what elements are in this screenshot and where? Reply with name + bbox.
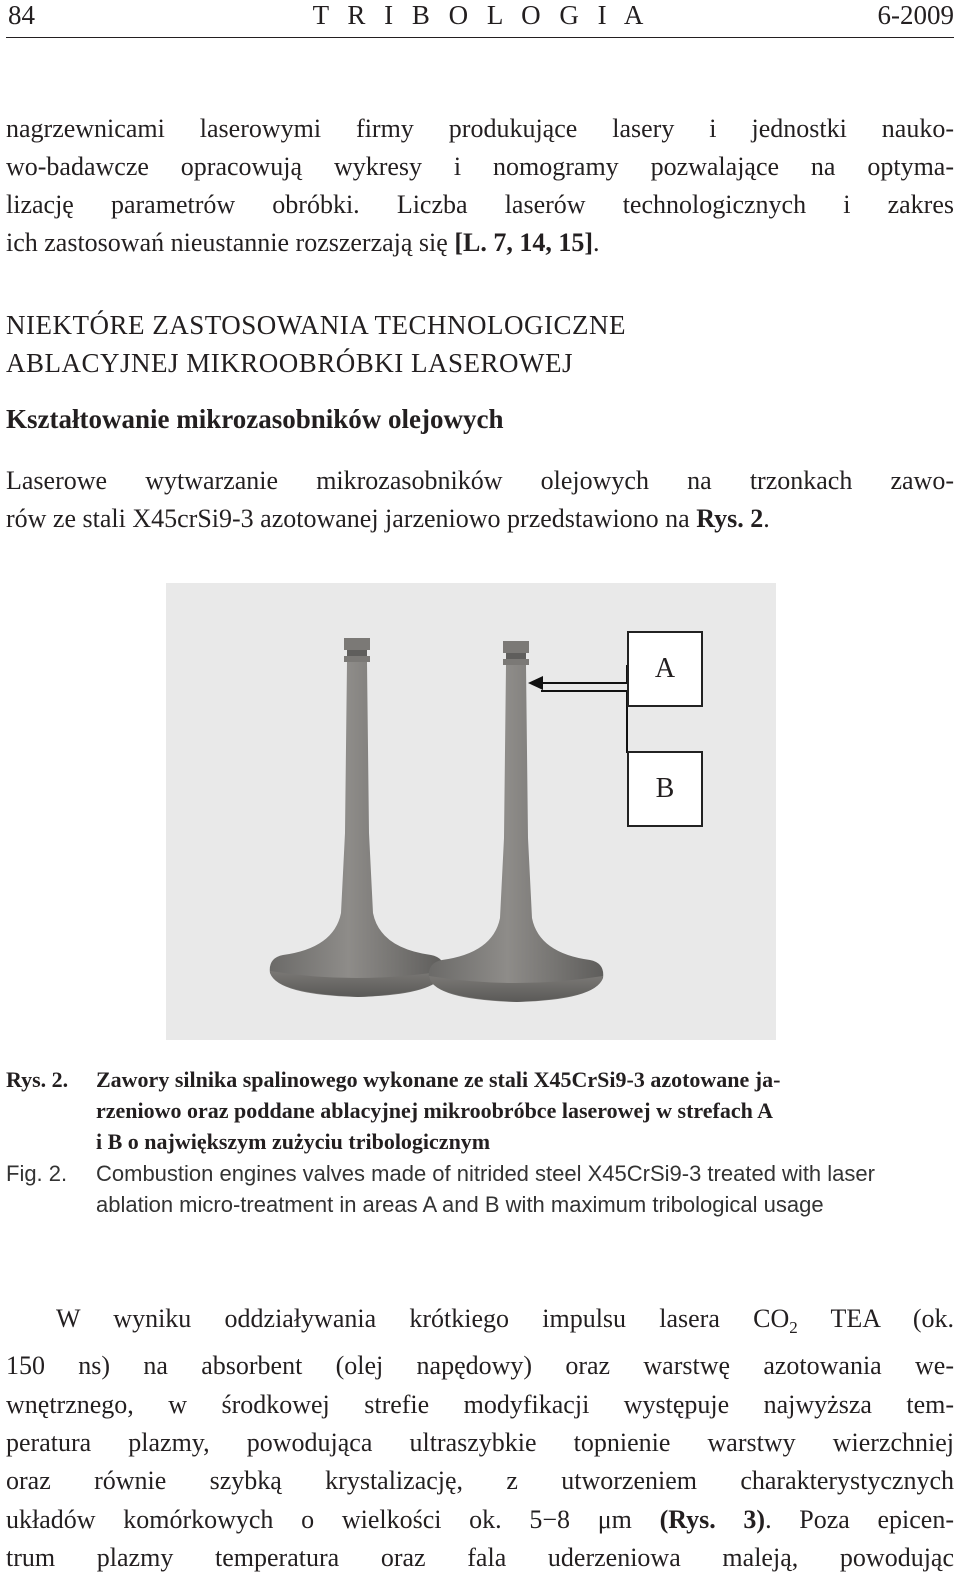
caption-line: i B o największym zużyciu tribologicznym (96, 1129, 491, 1154)
section-heading-line: NIEKTÓRE ZASTOSOWANIA TECHNOLOGICZNE (6, 310, 626, 340)
body-text: W wyniku oddziaływania krótkiego impulsu lasera CO (56, 1304, 790, 1333)
zone-label-b: B (627, 751, 703, 827)
valve-photo (166, 583, 776, 1040)
intro-text: ich zastosowań nieustannie rozszerzają się (6, 228, 455, 257)
leader-line-b (541, 691, 627, 753)
body-line: trum plazmy temperatura oraz fala uderzeniowa maleją, powodując (6, 1542, 954, 1572)
body-line: 150 ns) na absorbent (olej napędowy) oraz warstwę azotowania we- (6, 1351, 954, 1381)
caption-text (96, 1158, 956, 1220)
intro-line (6, 224, 954, 262)
para-text: rów ze stali X45crSi9-3 azotowanej jarzeniowo przedstawiono na (6, 504, 697, 533)
body-line: oraz równie szybką krystalizację, z utworzeniem charakterystycznych (6, 1466, 954, 1496)
body-line: peratura plazmy, powodująca ultraszybkie topnienie warstwy wierzchniej (6, 1428, 954, 1458)
figure-intro-paragraph (6, 462, 954, 538)
subscript: 2 (789, 1318, 798, 1338)
figure-reference-link[interactable]: (Rys. 3) (659, 1504, 766, 1534)
caption-line: Zawory silnika spalinowego wykonane ze stali X45CrSi9-3 azotowane ja- (96, 1067, 781, 1092)
body-line: wnętrznego, w środkowej strefie modyfikacji występuje najwyższa tem- (6, 1389, 954, 1419)
caption-line: Combustion engines valves made of nitrided steel X45CrSi9-3 treated with laser (96, 1161, 875, 1186)
section-heading (6, 306, 626, 382)
caption-key: Fig. 2. (6, 1161, 68, 1186)
subsection-heading: Kształtowanie mikrozasobników olejowych (6, 404, 504, 434)
caption-line: ablation micro-treatment in areas A and B with maximum tribological usage (96, 1192, 824, 1217)
valve-left (270, 638, 444, 997)
intro-line: lizację parametrów obróbki. Liczba laserów technologicznych i zakres (6, 190, 954, 219)
para-line (6, 500, 954, 538)
body-paragraph (6, 1300, 954, 1577)
figure-caption-english (6, 1158, 956, 1222)
body-text: . Poza epicen- (765, 1504, 955, 1534)
body-line (6, 1501, 954, 1539)
issue-label: 6-2009 (877, 0, 954, 30)
intro-line: wo-badawcze opracowują wykresy i nomogramy pozwalające na optyma- (6, 152, 954, 181)
zone-label-a: A (627, 631, 703, 707)
para-text-end: . (763, 504, 770, 533)
body-text: układów komórkowych o wielkości ok. 5−8 μm (6, 1504, 660, 1534)
arrowhead-icon (528, 676, 543, 690)
journal-title: T R I B O L O G I A (312, 0, 650, 30)
section-heading-line: ABLACYJNEJ MIKROOBRÓBKI LASEROWEJ (6, 348, 574, 378)
caption-line: rzeniowo oraz poddane ablacyjnej mikroobróbce laserowej w strefach A (96, 1098, 774, 1123)
page-number: 84 (8, 0, 35, 30)
valve-right (429, 641, 603, 1002)
reference-link[interactable]: [L. 7, 14, 15] (454, 228, 593, 257)
leader-line-a (528, 665, 627, 690)
header-rule (6, 37, 954, 38)
intro-paragraph (6, 110, 954, 262)
para-line: Laserowe wytwarzanie mikrozasobników olejowych na trzonkach zawo- (6, 466, 954, 495)
intro-line: nagrzewnicami laserowymi firmy produkujące lasery i jednostki nauko- (6, 114, 954, 143)
intro-text-end: . (592, 228, 600, 257)
body-line (6, 1300, 954, 1347)
figure-caption-polish (6, 1064, 956, 1160)
page-header (8, 0, 954, 34)
caption-text (96, 1064, 956, 1157)
body-text: TEA (ok. (797, 1304, 954, 1333)
figure-reference-link[interactable]: Rys. 2 (696, 504, 764, 533)
caption-key: Rys. 2. (6, 1067, 69, 1092)
